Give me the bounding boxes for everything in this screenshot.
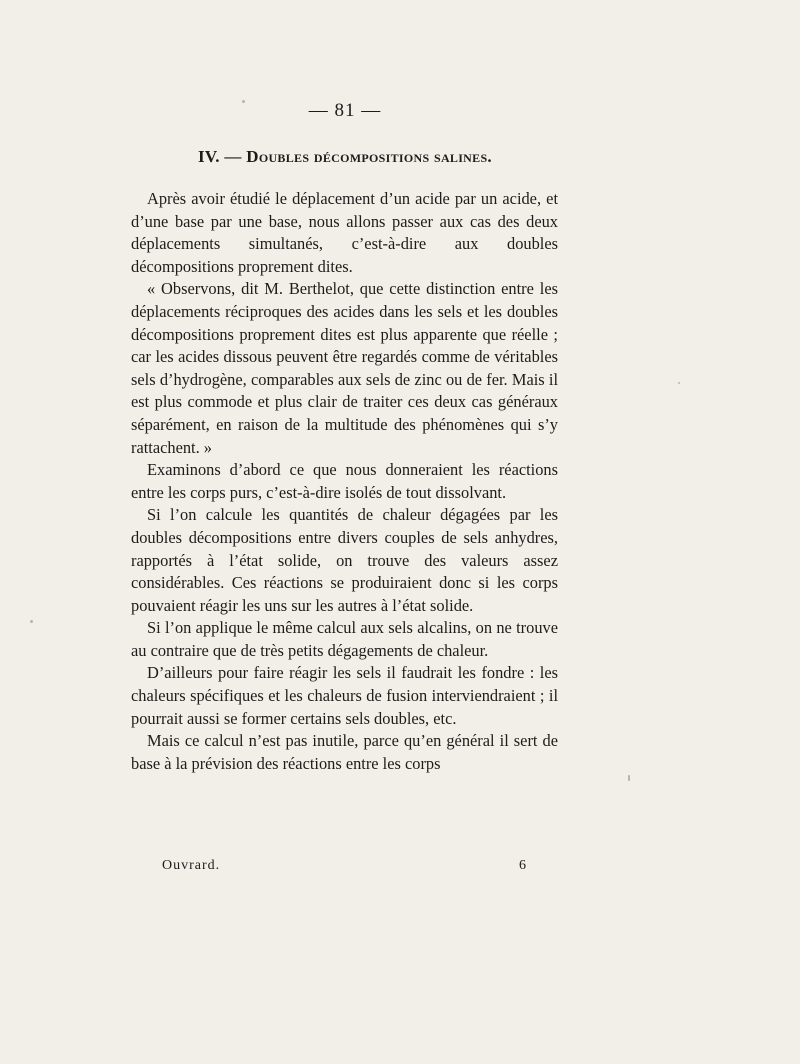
page-number: — 81 —: [308, 100, 382, 121]
paragraph-4: Si l’on calcule les quantités de chaleur dégagées par les doubles décompositions entre divers couples de sels anhydres, rapportés à l’état solide, on trouve des valeurs assez considérables. Ces réactions se produiraient donc si les corps pouvaient réagir les uns sur les autres à l’état solide.: [131, 505, 558, 615]
paper-speck: [30, 620, 33, 623]
paper-speck: [678, 382, 680, 384]
body-text: [131, 188, 558, 775]
paper-speck: [628, 775, 630, 781]
footer-sheet-number: 6: [519, 858, 527, 873]
paragraph-6: D’ailleurs pour faire réagir les sels il faudrait les fondre : les chaleurs spécifiques et les chaleurs de fusion interviendraient ; il pourrait aussi se former certains sels doubles, etc.: [131, 663, 558, 728]
paragraph-5: Si l’on applique le même calcul aux sels alcalins, on ne trouve au contraire que de très petits dégagements de chaleur.: [131, 618, 558, 660]
section-heading: IV. — Doubles décompositions salines.: [198, 147, 492, 166]
paragraph-1: Après avoir étudié le déplacement d’un acide par un acide, et d’une base par une base, nous allons passer aux cas des deux déplacements simultanés, c’est-à-dire aux doubles décompositions proprement dites.: [131, 189, 558, 276]
paragraph-3: Examinons d’abord ce que nous donneraient les réactions entre les corps purs, c’est-à-dire isolés de tout dissolvant.: [131, 460, 558, 502]
paragraph-7: Mais ce calcul n’est pas inutile, parce qu’en général il sert de base à la prévision des réactions entre les corps: [131, 731, 558, 773]
footer-author: Ouvrard.: [162, 858, 221, 873]
paragraph-2: « Observons, dit M. Berthelot, que cette distinction entre les déplacements réciproques des acides dans les sels et les doubles décompositions proprement dites est plus apparente que réelle ; car les acides dissous peuvent être regardés comme de véritables sels d’hydrogène, comparables aux sels de zinc ou de fer. Mais il est plus commode et plus clair de traiter ces deux cas généraux séparément, en raison de la multitude des phénomènes qui s’y rattachent. »: [131, 279, 558, 457]
